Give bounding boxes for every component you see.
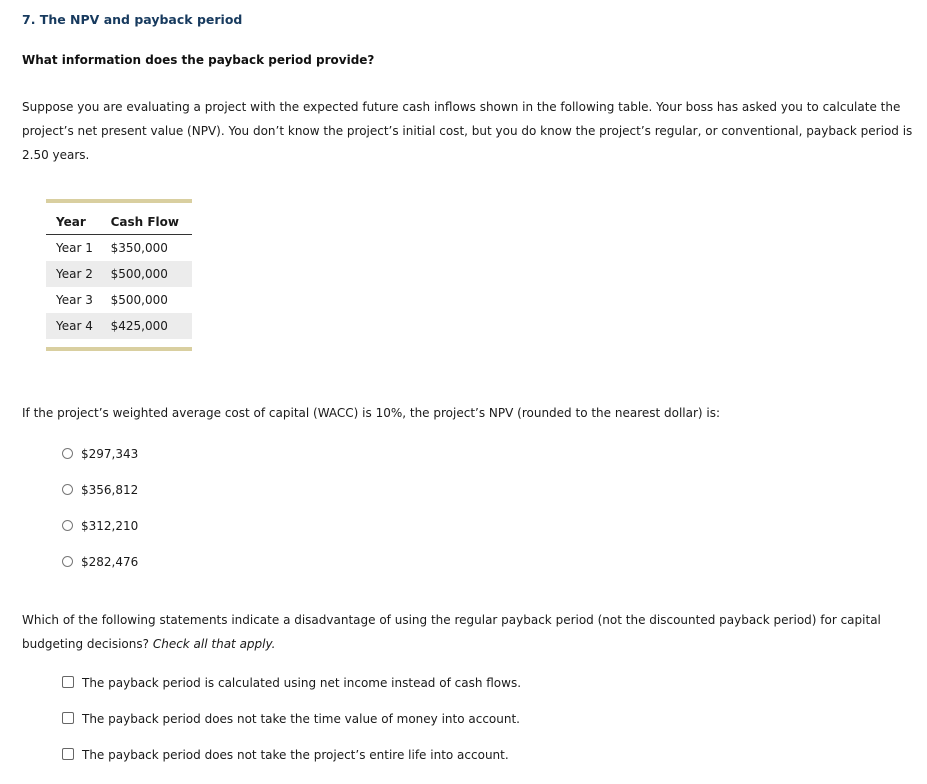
cash-cell: $350,000 — [110, 241, 168, 255]
section-subtitle: What information does the payback period provide? — [22, 53, 375, 67]
intro-line-1: Suppose you are evaluating a project with the expected future cash inflows shown in the following table. Your boss has asked you to calculate the — [22, 100, 901, 114]
table-bottom-rule — [46, 347, 192, 351]
cash-flow-table — [46, 199, 192, 351]
year-cell: Year 4 — [46, 313, 101, 339]
option-label: $282,476 — [81, 555, 139, 569]
npv-option-4[interactable] — [62, 555, 138, 591]
table-row — [46, 287, 192, 313]
cash-cell: $425,000 — [101, 313, 192, 339]
payback-question-prompt — [22, 608, 902, 656]
option-label: $297,343 — [81, 447, 139, 461]
cash-cell: $500,000 — [101, 261, 192, 287]
radio-button[interactable] — [62, 448, 73, 459]
intro-line-3: 2.50 years. — [22, 148, 90, 162]
npv-option-1[interactable] — [62, 447, 138, 483]
radio-button[interactable] — [62, 520, 73, 531]
payback-option-3[interactable] — [62, 748, 521, 784]
checkbox[interactable] — [62, 676, 74, 688]
table-top-rule — [46, 199, 192, 203]
option-label: $356,812 — [81, 483, 139, 497]
payback-prompt-prefix: budgeting decisions? — [22, 637, 153, 651]
col-header-cash-flow: Cash Flow — [101, 209, 192, 235]
option-label: The payback period is calculated using net income instead of cash flows. — [82, 676, 522, 690]
npv-question-prompt: If the project’s weighted average cost of capital (WACC) is 10%, the project’s NPV (rounded to the nearest dollar) is: — [22, 406, 721, 420]
intro-paragraph — [22, 95, 922, 167]
table-row — [46, 261, 192, 287]
npv-option-3[interactable] — [62, 519, 138, 555]
option-label: The payback period does not take the time value of money into account. — [82, 712, 520, 726]
year-cell: Year 2 — [46, 261, 101, 287]
table-row — [46, 235, 192, 262]
payback-prompt-line-1: Which of the following statements indicate a disadvantage of using the regular payback period (not the discounted payback period) for capital — [22, 613, 881, 627]
checkbox[interactable] — [62, 748, 74, 760]
col-header-year: Year — [46, 209, 101, 235]
section-title: 7. The NPV and payback period — [22, 12, 243, 27]
npv-option-2[interactable] — [62, 483, 138, 519]
payback-option-2[interactable] — [62, 712, 521, 748]
payback-options — [62, 676, 521, 784]
year-cell: Year 1 — [56, 241, 93, 255]
checkbox[interactable] — [62, 712, 74, 724]
payback-option-1[interactable] — [62, 676, 521, 712]
npv-options — [62, 447, 138, 591]
cash-cell: $500,000 — [110, 293, 168, 307]
year-cell: Year 3 — [56, 293, 93, 307]
radio-button[interactable] — [62, 484, 73, 495]
intro-line-2: project’s net present value (NPV). You don’t know the project’s initial cost, but you do know the project’s regular, or conventional, payback period is — [22, 124, 913, 138]
option-label: The payback period does not take the project’s entire life into account. — [82, 748, 509, 762]
radio-button[interactable] — [62, 556, 73, 567]
payback-prompt-instruction: Check all that apply. — [152, 637, 276, 651]
payback-prompt-line-2 — [22, 632, 902, 656]
table-row — [46, 313, 192, 339]
option-label: $312,210 — [81, 519, 139, 533]
